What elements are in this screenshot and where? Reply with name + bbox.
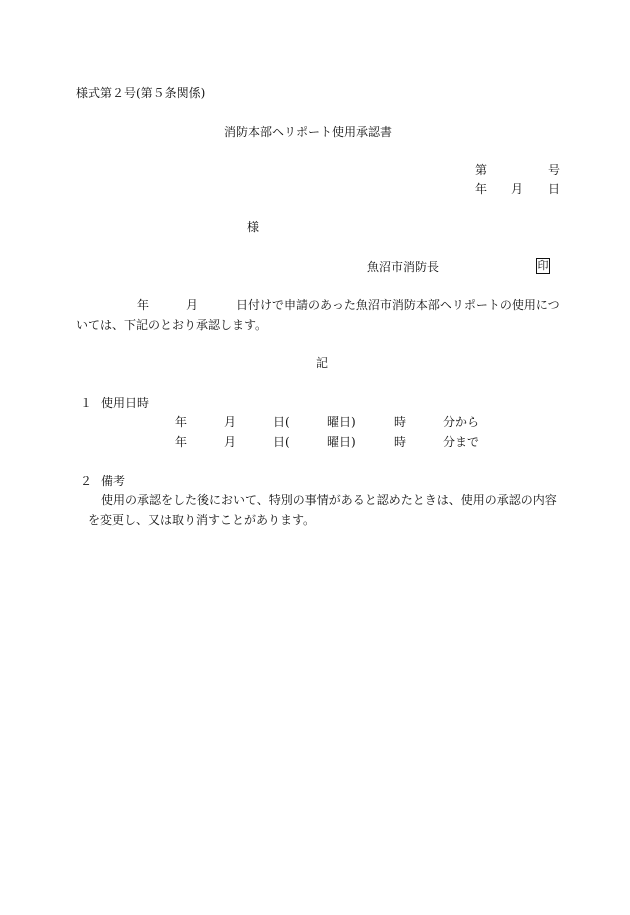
form-number: 様式第２号(第５条関係) [76, 86, 206, 100]
section2-number: ２ [80, 474, 93, 488]
usage-end-day: 日( [273, 435, 290, 449]
number-prefix: 第 [475, 163, 488, 177]
usage-end-month: 月 [224, 435, 237, 449]
usage-start-month: 月 [224, 415, 237, 429]
body-text-line1: 日付けで申請のあった魚沼市消防本部ヘリポートの使用につ [236, 298, 560, 312]
seal-mark: 印 [537, 259, 549, 272]
usage-start-year: 年 [175, 415, 188, 429]
issue-date-year: 年 [475, 182, 488, 196]
issuer-title: 魚沼市消防長 [367, 260, 440, 274]
issue-date-day: 日 [548, 182, 561, 196]
document-title: 消防本部ヘリポート使用承認書 [224, 125, 393, 139]
usage-end-dow: 曜日) [327, 435, 356, 449]
usage-start-minute: 分から [443, 415, 480, 429]
remarks-line2: を変更し、又は取り消すことがあります。 [88, 513, 316, 527]
body-text-line2: いては、下記のとおり承認します。 [76, 318, 268, 332]
body-date-year: 年 [137, 298, 150, 312]
addressee-honorific: 様 [247, 220, 260, 234]
usage-end-minute: 分まで [443, 435, 480, 449]
issue-date-month: 月 [511, 182, 524, 196]
usage-end-hour: 時 [394, 435, 407, 449]
usage-start-hour: 時 [394, 415, 407, 429]
section2-label: 備考 [101, 474, 126, 488]
remarks-line1: 使用の承認をした後において、特別の事情があると認めたときは、使用の承認の内容 [101, 493, 557, 507]
section1-number: １ [80, 396, 93, 410]
ki-heading: 記 [316, 356, 329, 370]
usage-start-day: 日( [273, 415, 290, 429]
number-suffix: 号 [548, 163, 561, 177]
body-date-month: 月 [186, 298, 199, 312]
section1-label: 使用日時 [101, 396, 150, 410]
usage-end-year: 年 [175, 435, 188, 449]
usage-start-dow: 曜日) [327, 415, 356, 429]
